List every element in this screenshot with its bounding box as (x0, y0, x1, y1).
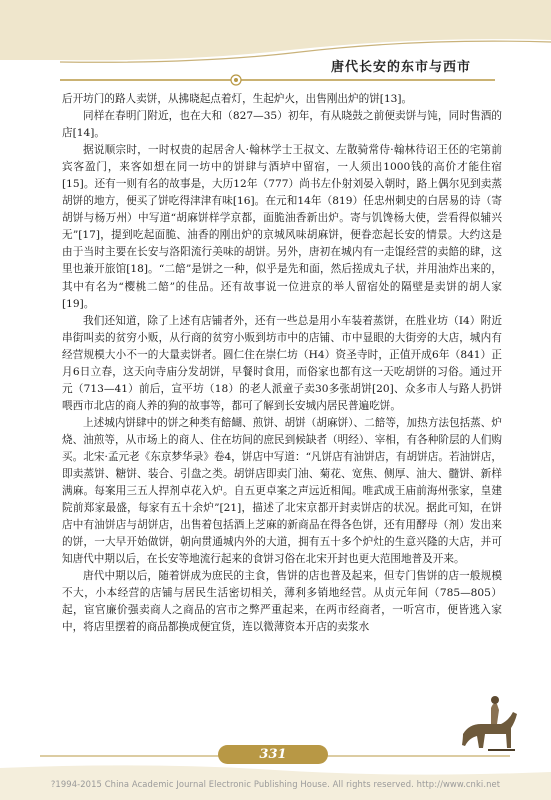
paragraph: 上述城内饼肆中的饼之种类有餢餬、煎饼、胡饼（胡麻饼）、二餢等，加热方法包括蒸、炉烧、油煎等，从市场上的商人、住在坊间的庶民到候缺者（明经）、宰相，有各种阶层的人们购买。北宋·孟元老《东京梦华录》卷4，饼店中写道：“凡饼店有油饼店，有胡饼店。若油饼店，即卖蒸饼、糖饼、装合、引盘之类。胡饼店即卖门油、菊花、宽焦、侧厚、油大、髓饼、新样满麻。每案用三五人捍剂卓花入炉。自五更卓案之声远近相闻。唯武成王庙前海州张家，皇建院前郑家最盛，每家有五十余炉”[21]，描述了北宋京都开封卖饼店的状况。据此可知，在饼店中有油饼店与胡饼店，出售着包括酒上芝麻的新商品在得各色饼，还有用酵母（剂）发出来的饼，一大早开始做饼，朝向贯通城内外的大道，拥有五十多个炉灶的生意兴隆的大店，并可知唐代中期以后，在长安等地流行起来的食饼习俗在北宋开封也更大范围地普及开来。 (62, 416, 502, 566)
article-body (62, 91, 502, 637)
header-decoration (0, 0, 551, 96)
paragraph: 后开坊门的路人卖饼，从拂晓起点着灯，生起炉火，出售刚出炉的饼[13]。 (62, 93, 413, 105)
paragraph: 唐代中期以后，随着饼成为庶民的主食，售饼的店也普及起来，但专门售饼的店一般规模不大，小本经营的店铺与居民生活密切相关，薄利多销地经营。从贞元年间（785—805）起，宦官廉价强卖商人之商品的宫市之弊严重起来，在两市经商者，一听宫市，便皆逃入家中，将店里摆着的商品都换成便宜货，连以微薄资本开店的卖浆水 (62, 570, 502, 634)
paragraph: 据说顺宗时，一时权贵的起居舍人·翰林学士王叔文、左散骑常侍·翰林待诏王伾的宅第前宾客盈门，来客如想在同一坊中的饼肆与酒垆中留宿，一人须出1000钱的高价才能住宿[15]。还有一则有名的故事是，大历12年（777）尚书左仆射刘晏入朝时，路上偶尔见到卖蒸胡饼的地方，便买了饼吃得津津有味[16]。在元和14年（819）任忠州刺史的白居易的诗（寄胡饼与杨万州）中写道“胡麻饼样学京都，面脆油香新出炉。寄与饥馋杨大使，尝看得似辅兴无”[17]，提到吃起面脆、油香的刚出炉的京城风味胡麻饼，便眷恋起长安的情景。大约这是由于当时主要在长安与洛阳流行美味的胡饼。另外，唐初在城内有一走馄经营的卖餢的肆，这里也兼开旅馆[18]。“二餢”是饼之一种，似乎是先和面，然后搓成丸子状，并用油炸出来的，其中有名为“樱桃二餢”的佳品。还有故事说一位进京的举人留宿处的隔壁是卖饼的胡人家[19]。 (62, 144, 502, 310)
horse-rider-figurine-icon (455, 690, 527, 762)
copyright-notice: ?1994-2015 China Academic Journal Electronic Publishing House. All rights reserved. http://www.cnki.net (50, 779, 501, 789)
paragraph: 同样在春明门附近，也在大和（827—35）初年，有从晓鼓之前便卖饼与饨，同时售酒的店[14]。 (62, 110, 502, 140)
page-number: 331 (218, 745, 328, 764)
paragraph: 我们还知道，除了上述有店铺者外，还有一些总是用小车装着蒸饼，在胜业坊（I4）附近串街叫卖的贫穷小贩，从行商的贫穷小贩到坊市中的店铺、市中显眼的大街旁的大店，城内有经营规模大小不一的大量卖饼者。圆仁住在崇仁坊（H4）资圣寺时，正值开成6年（841）正月6日立春，这天向寺庙分发胡饼，早餐时食用，而俗家也都有这一天吃胡饼的习俗。通过开元（713—41）前后，宣平坊（18）的老人派童子卖30多张胡饼[20]、众多市人与路人扔饼喂西市北店的商人养的狗的故事等，都可了解到长安城内居民普遍吃饼。 (62, 314, 502, 412)
page-header (0, 0, 551, 96)
running-title: 唐代长安的东市与西市 (330, 60, 471, 75)
